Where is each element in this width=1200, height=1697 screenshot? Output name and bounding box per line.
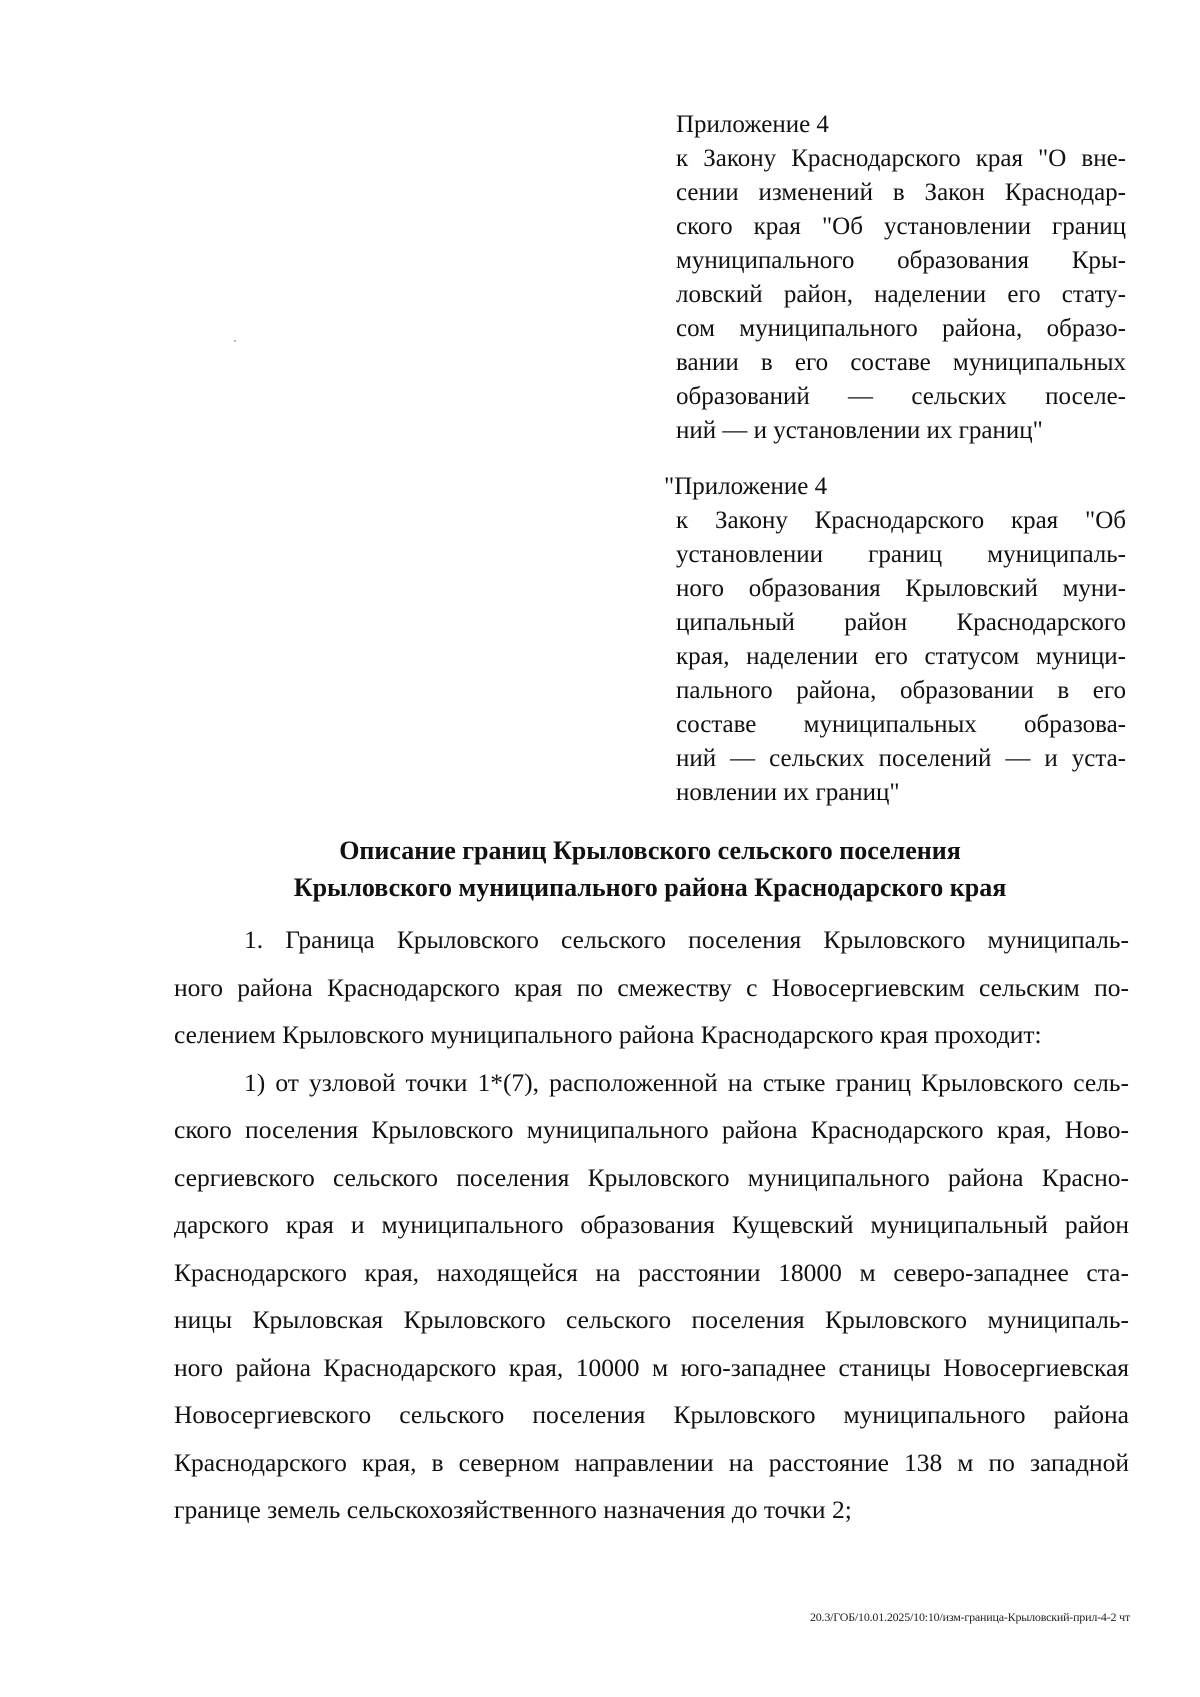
body-line: 1. Граница Крыловского сельского поселения Крыловского муниципаль- [244,925,1129,954]
annex-current-line: ловский район, наделении его стату- [676,281,1126,308]
title-line-1: Описание границ Крыловского сельского поселения [339,836,961,865]
annex-current-line: сом муниципального района, образо- [676,315,1126,342]
annex-original-reference [664,470,1126,810]
annex-current-heading: Приложение 4 [676,111,829,138]
annex-current-reference [676,108,1126,448]
body-line: ного района Краснодарского края, 10000 м юго-западнее станицы Новосергиевская [174,1352,1129,1382]
body-line: дарского края и муниципального образования Кущевский муниципальный район [174,1210,1129,1239]
title-line-2: Крыловского муниципального района Краснодарского края [293,873,1007,902]
annex-original-line: ний — сельских поселений — и уста- [676,745,1126,772]
annex-current-line: муниципального образования Кры- [676,247,1126,274]
annex-original-line: к Закону Краснодарского края "Об [676,507,1126,534]
body-line: ского поселения Крыловского муниципального района Краснодарского края, Ново- [174,1115,1129,1144]
body-line: Новосергиевского сельского поселения Крыловского муниципального района [174,1400,1129,1429]
annex-original-line: новлении их границ" [676,779,900,806]
body-line: 1) от узловой точки 1*(7), расположенной на стыке границ Крыловского сель- [244,1067,1129,1097]
annex-original-line: установлении границ муниципаль- [676,541,1126,568]
annex-original-line: составе муниципальных образова- [676,711,1126,738]
annex-original-line: края, наделении его статусом муници- [676,643,1126,670]
document-body [174,916,1129,1534]
document-title [170,832,1130,906]
annex-current-line: к Закону Краснодарского края "О вне- [676,145,1126,172]
paragraph-1 [174,916,1129,1059]
annex-original-heading: "Приложение 4 [664,473,828,500]
body-line: Краснодарского края, в северном направлении на расстояние 138 м по западной [174,1447,1129,1477]
body-line: ницы Крыловская Крыловского сельского поселения Крыловского муниципаль- [174,1305,1129,1334]
document-footer-code: 20.3/ГОБ/10.01.2025/10:10/изм-граница-Крыловский-прил-4-2 чт [809,1610,1130,1624]
body-line: сергиевского сельского поселения Крыловского муниципального района Красно- [174,1162,1129,1192]
annex-original-line: пального района, образовании в его [676,677,1126,704]
body-line: границе земель сельскохозяйственного назначения до точки 2; [174,1495,852,1524]
scan-speck [234,340,236,342]
annex-current-line: сении изменений в Закон Краснодар- [676,179,1126,206]
annex-current-line: ского края "Об установлении границ [676,213,1126,240]
paragraph-2 [174,1059,1129,1534]
annex-current-line: вании в его составе муниципальных [676,349,1126,376]
annex-current-line: ний — и установлении их границ" [676,417,1043,444]
annex-original-line: ципальный район Краснодарского [676,609,1126,636]
body-line: Краснодарского края, находящейся на расстоянии 18000 м северо-западнее ста- [174,1257,1129,1287]
body-line: ного района Краснодарского края по смежеству с Новосергиевским сельским по- [174,972,1129,1002]
annex-original-line: ного образования Крыловский муни- [676,575,1126,602]
annex-current-line: образований — сельских поселе- [676,383,1126,410]
body-line: селением Крыловского муниципального района Краснодарского края проходит: [174,1020,1042,1049]
